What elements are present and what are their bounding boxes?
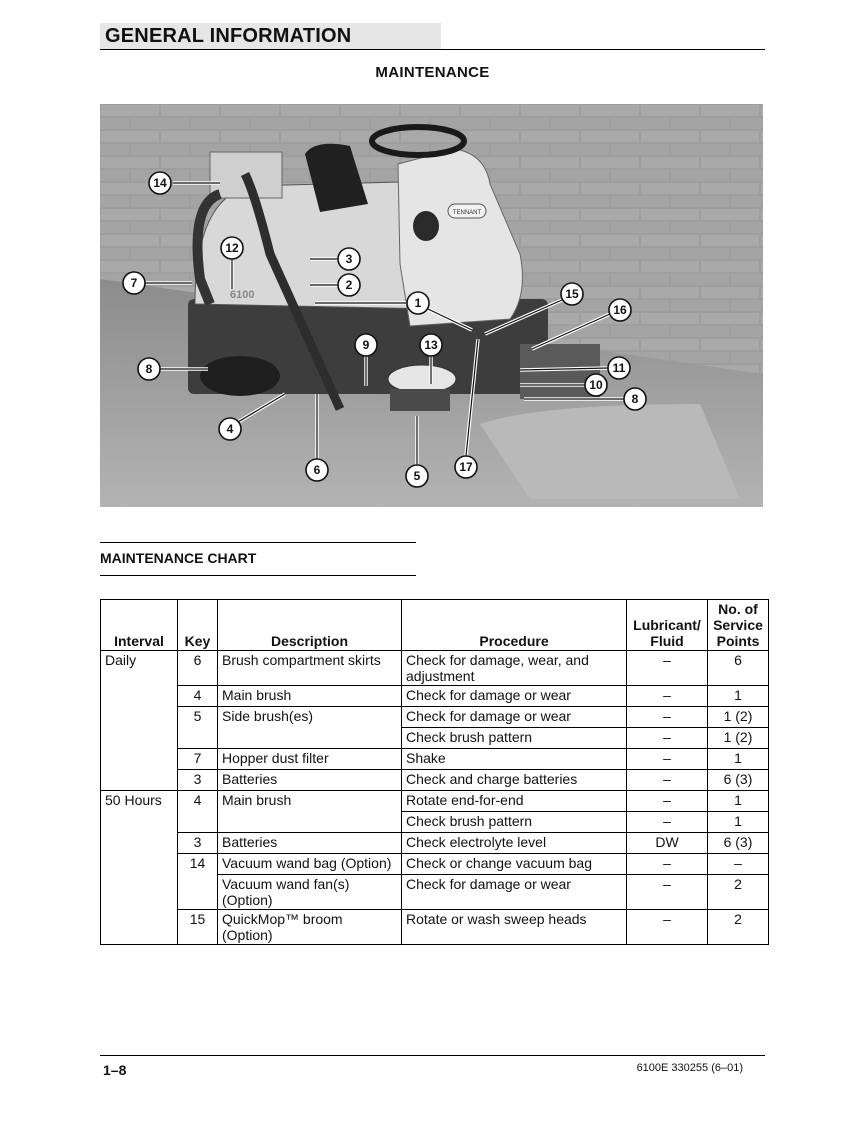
svg-text:5: 5 bbox=[413, 469, 421, 483]
cell-description: Main brush bbox=[218, 791, 402, 833]
header-rule bbox=[100, 49, 765, 50]
cell-lubricant: – bbox=[627, 651, 708, 686]
cell-points: – bbox=[708, 854, 769, 875]
svg-text:12: 12 bbox=[225, 241, 239, 255]
machine-photo bbox=[100, 104, 763, 507]
cell-procedure: Check and charge batteries bbox=[402, 770, 627, 791]
svg-text:7: 7 bbox=[130, 276, 138, 290]
table-row bbox=[101, 707, 769, 728]
table-row bbox=[101, 791, 769, 812]
svg-text:3: 3 bbox=[345, 252, 353, 266]
cell-points: 6 (3) bbox=[708, 770, 769, 791]
cell-procedure: Rotate end-for-end bbox=[402, 791, 627, 812]
cell-points: 6 bbox=[708, 651, 769, 686]
cell-lubricant: DW bbox=[627, 833, 708, 854]
col-lubricant: Lubricant/ Fluid bbox=[627, 600, 708, 651]
cell-points: 1 bbox=[708, 686, 769, 707]
cell-lubricant: – bbox=[627, 686, 708, 707]
cell-description: Vacuum wand bag (Option) bbox=[218, 854, 402, 875]
svg-text:15: 15 bbox=[565, 287, 579, 301]
svg-text:14: 14 bbox=[153, 176, 167, 190]
chart-title-rule-bottom bbox=[100, 575, 416, 576]
page-header-title: GENERAL INFORMATION bbox=[105, 25, 352, 47]
svg-text:17: 17 bbox=[459, 460, 473, 474]
table-row bbox=[101, 651, 769, 686]
cell-lubricant: – bbox=[627, 854, 708, 875]
table-header-row bbox=[101, 600, 769, 651]
cell-description: Side brush(es) bbox=[218, 707, 402, 749]
cell-key: 6 bbox=[178, 651, 218, 686]
svg-text:8: 8 bbox=[631, 392, 639, 406]
col-key: Key bbox=[178, 600, 218, 651]
svg-text:13: 13 bbox=[424, 338, 438, 352]
table-row bbox=[101, 749, 769, 770]
cell-description: Brush compartment skirts bbox=[218, 651, 402, 686]
cell-key: 4 bbox=[178, 791, 218, 833]
cell-description: Hopper dust filter bbox=[218, 749, 402, 770]
table-row bbox=[101, 833, 769, 854]
chart-title-rule-top bbox=[100, 542, 416, 543]
col-procedure: Procedure bbox=[402, 600, 627, 651]
cell-lubricant: – bbox=[627, 707, 708, 728]
cell-description: Main brush bbox=[218, 686, 402, 707]
cell-points: 2 bbox=[708, 910, 769, 945]
maintenance-chart-table bbox=[100, 599, 769, 945]
cell-description: Vacuum wand fan(s) (Option) bbox=[218, 875, 402, 910]
model-badge: 6100 bbox=[230, 289, 255, 301]
table-row bbox=[101, 770, 769, 791]
col-interval: Interval bbox=[101, 600, 178, 651]
footer-rule bbox=[100, 1055, 765, 1056]
cell-procedure: Check for damage or wear bbox=[402, 875, 627, 910]
col-description: Description bbox=[218, 600, 402, 651]
cell-description: Batteries bbox=[218, 770, 402, 791]
cell-key: 15 bbox=[178, 910, 218, 945]
cell-lubricant: – bbox=[627, 812, 708, 833]
section-title: MAINTENANCE bbox=[375, 64, 490, 81]
cell-lubricant: – bbox=[627, 875, 708, 910]
cell-key: 14 bbox=[178, 854, 218, 910]
page-number: 1–8 bbox=[103, 1062, 127, 1078]
cell-procedure: Check electrolyte level bbox=[402, 833, 627, 854]
cell-points: 1 (2) bbox=[708, 728, 769, 749]
cell-key: 3 bbox=[178, 770, 218, 791]
col-service-points: No. of Service Points bbox=[708, 600, 769, 651]
cell-lubricant: – bbox=[627, 728, 708, 749]
svg-text:16: 16 bbox=[613, 303, 627, 317]
cell-key: 4 bbox=[178, 686, 218, 707]
cell-points: 1 (2) bbox=[708, 707, 769, 728]
cell-procedure: Shake bbox=[402, 749, 627, 770]
cell-key: 7 bbox=[178, 749, 218, 770]
cell-procedure: Check brush pattern bbox=[402, 812, 627, 833]
cell-lubricant: – bbox=[627, 910, 708, 945]
svg-text:11: 11 bbox=[612, 361, 626, 375]
table-row bbox=[101, 854, 769, 875]
cell-points: 2 bbox=[708, 875, 769, 910]
maintenance-chart-title: MAINTENANCE CHART bbox=[100, 550, 257, 566]
document-id: 6100E 330255 (6–01) bbox=[636, 1062, 743, 1074]
cell-procedure: Rotate or wash sweep heads bbox=[402, 910, 627, 945]
cell-procedure: Check or change vacuum bag bbox=[402, 854, 627, 875]
cell-points: 1 bbox=[708, 791, 769, 812]
svg-text:9: 9 bbox=[362, 338, 370, 352]
svg-text:8: 8 bbox=[145, 362, 153, 376]
cell-description: QuickMop™ broom (Option) bbox=[218, 910, 402, 945]
cell-description: Batteries bbox=[218, 833, 402, 854]
brand-badge: TENNANT bbox=[452, 210, 482, 216]
cell-procedure: Check for damage or wear bbox=[402, 707, 627, 728]
table-row bbox=[101, 686, 769, 707]
svg-text:6: 6 bbox=[313, 463, 321, 477]
svg-text:4: 4 bbox=[226, 422, 234, 436]
svg-text:10: 10 bbox=[589, 378, 603, 392]
cell-key: 5 bbox=[178, 707, 218, 749]
cell-procedure: Check for damage, wear, and adjustment bbox=[402, 651, 627, 686]
table-row bbox=[101, 910, 769, 945]
cell-points: 6 (3) bbox=[708, 833, 769, 854]
cell-interval: Daily bbox=[101, 651, 178, 791]
cell-lubricant: – bbox=[627, 749, 708, 770]
cell-lubricant: – bbox=[627, 770, 708, 791]
cell-key: 3 bbox=[178, 833, 218, 854]
cell-procedure: Check brush pattern bbox=[402, 728, 627, 749]
cell-procedure: Check for damage or wear bbox=[402, 686, 627, 707]
cell-points: 1 bbox=[708, 749, 769, 770]
svg-text:2: 2 bbox=[345, 278, 353, 292]
cell-lubricant: – bbox=[627, 791, 708, 812]
cell-points: 1 bbox=[708, 812, 769, 833]
svg-text:1: 1 bbox=[414, 296, 422, 310]
cell-interval: 50 Hours bbox=[101, 791, 178, 945]
